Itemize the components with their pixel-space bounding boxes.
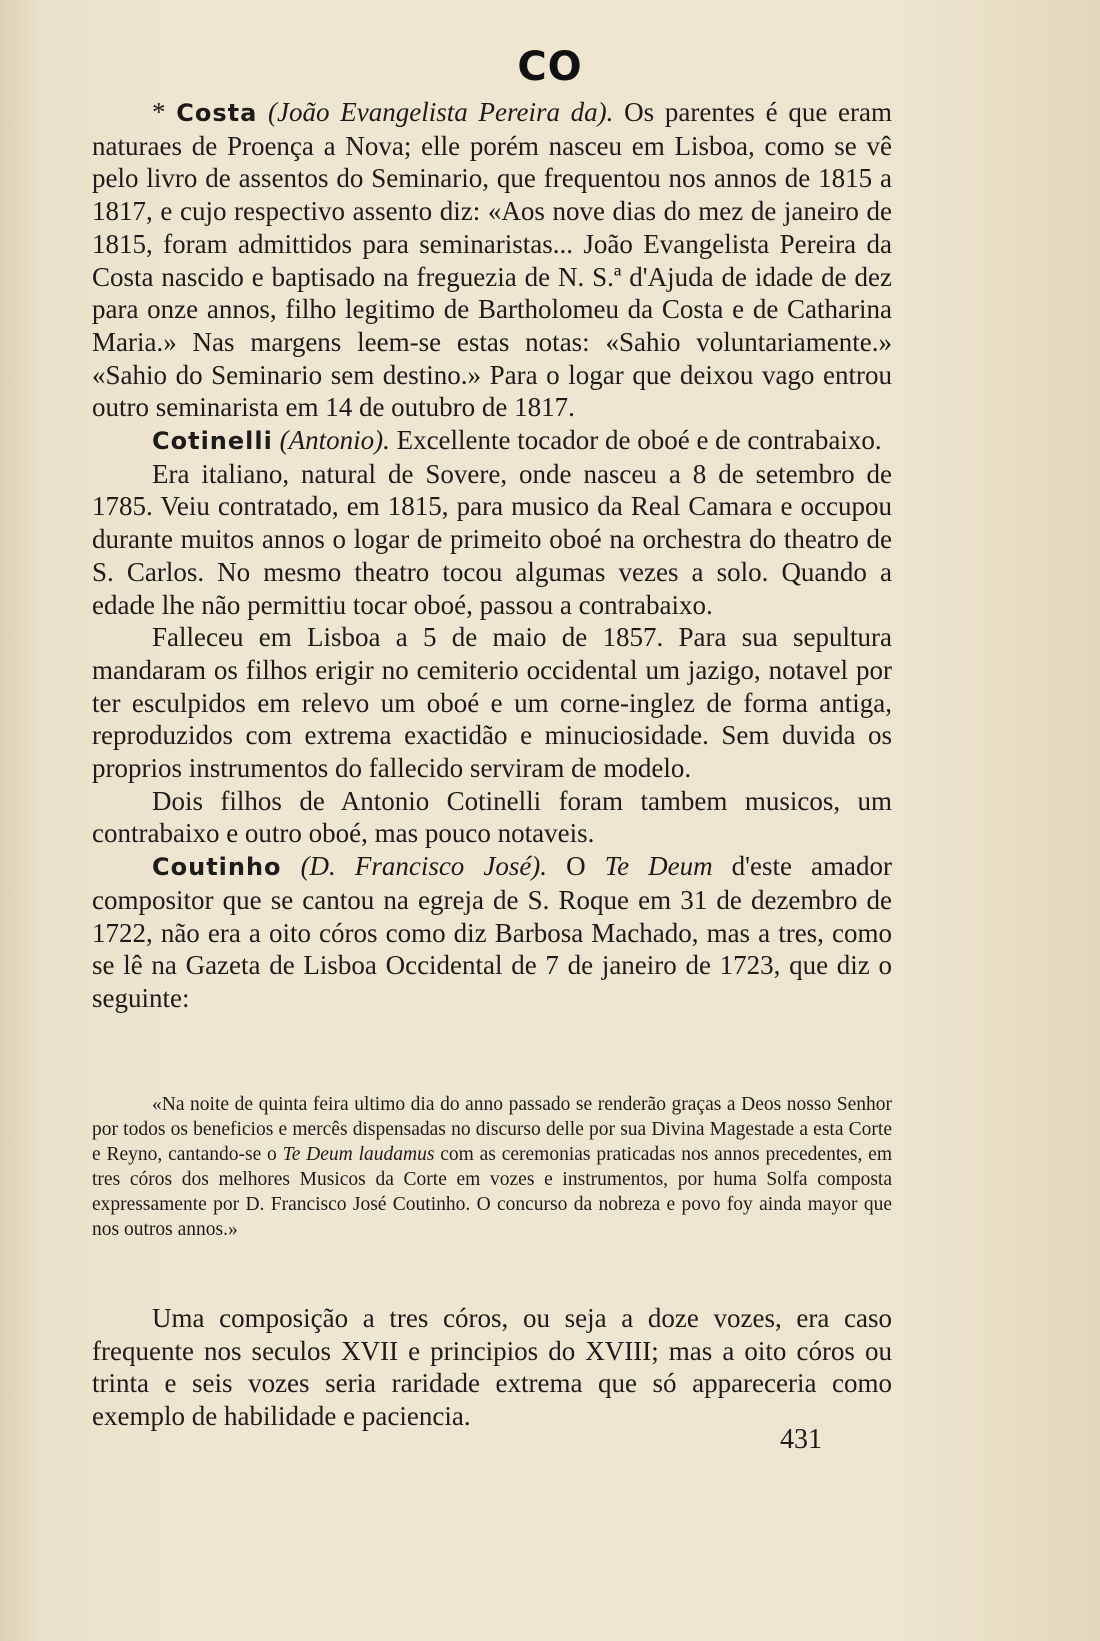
paragraph: Era italiano, natural de Sovere, onde nasceu a 8 de setembro de 1785. Veiu contratado, em 1815, para musico da Real Camara e occupou durante muitos annos o logar de primeito oboé na orchestra do theatro de S. Carlos. No mesmo theatro tocou algumas vezes a solo. Quando a edade lhe não permittiu tocar oboé, passou a contrabaixo. [92, 458, 892, 620]
running-head: CO [517, 44, 583, 90]
entry-qualifier: (Antonio). [272, 425, 390, 456]
paragraph: Dois filhos de Antonio Cotinelli foram tambem musicos, um contrabaixo e outro oboé, mas pouco notaveis. [92, 785, 892, 849]
entry-text: Os parentes é que eram naturaes de Proença a Nova; elle porém nasceu em Lisboa, como se vê pelo livro de assentos do Seminario, que frequentou nos annos de 1815 a 1817, e cujo respectivo assento diz: «Aos nove dias do mez de janeiro de 1815, foram admittidos para seminaristas... João Evangelista Pereira da Costa nascido e baptisado na freguezia de N. S.ª d'Ajuda de idade de dez para onze annos, filho legitimo de Bartholomeu da Costa e de Catharina Maria.» Nas margens leem-se estas notas: «Sahio voluntariamente.» «Sahio do Seminario sem destino.» Para o logar que deixou vago entrou outro seminarista em 14 de outubro de 1817. [92, 97, 893, 423]
paragraph: Falleceu em Lisboa a 5 de maio de 1857. Para sua sepultura mandaram os filhos erigir no cemiterio occidental um jazigo, notavel por ter esculpidos em relevo um oboé e um corne-inglez de forma antiga, reproduzidos com extrema exactidão e minuciosidade. Sem duvida os proprios instrumentos do fallecido serviram de modelo. [92, 622, 892, 784]
entry-costa [92, 96, 892, 424]
entry-name: Costa [176, 99, 258, 127]
entry-qualifier: (João Evangelista Pereira da). [257, 97, 614, 127]
entry-italic-title: Te Deum [604, 851, 713, 882]
entry-qualifier: (D. Francisco José). [281, 851, 548, 882]
quote-text: «Na noite de quinta feira ultimo dia do anno passado se renderão graças a Deos nosso Senhor por todos os beneficios e mercês dispensadas no discurso delle por sua Divina Magestade a esta Corte e Reyno, cantando-se o [92, 1094, 892, 1165]
asterisk-marker: * [152, 97, 177, 127]
main-text [92, 96, 892, 1015]
quote-italic: Te Deum laudamus [282, 1144, 435, 1165]
entry-name: Cotinelli [152, 427, 273, 456]
block-quote [92, 1092, 892, 1242]
page-number: 431 [780, 1424, 822, 1455]
entry-coutinho [92, 850, 892, 1015]
entry-name: Coutinho [152, 853, 282, 882]
entry-text: O [547, 851, 605, 882]
entry-text: Excellente tocador de oboé e de contrabaixo. [389, 425, 882, 456]
closing-paragraph: Uma composição a tres córos, ou seja a doze vozes, era caso frequente nos seculos XVII e principios do XVIII; mas a oito córos ou trinta e seis vozes seria raridade extrema que só appareceria como exemplo de habilidade e paciencia. [92, 1303, 892, 1432]
entry-text: d'este amador compositor que se cantou na egreja de S. Roque em 31 de dezembro de 1722, não era a oito córos como diz Barbosa Machado, mas a tres, como se lê na Gazeta de Lisboa Occidental de 7 de janeiro de 1723, que diz o seguinte: [92, 851, 892, 1013]
quote-text: com as ceremonias praticadas nos annos precedentes, em tres córos dos melhores Musicos da Corte em vozes e instrumentos, por huma Solfa composta expressamente por D. Francisco José Coutinho. O concurso da nobreza e povo foy ainda mayor que nos outros annos.» [92, 1144, 893, 1240]
entry-cotinelli [92, 424, 892, 458]
